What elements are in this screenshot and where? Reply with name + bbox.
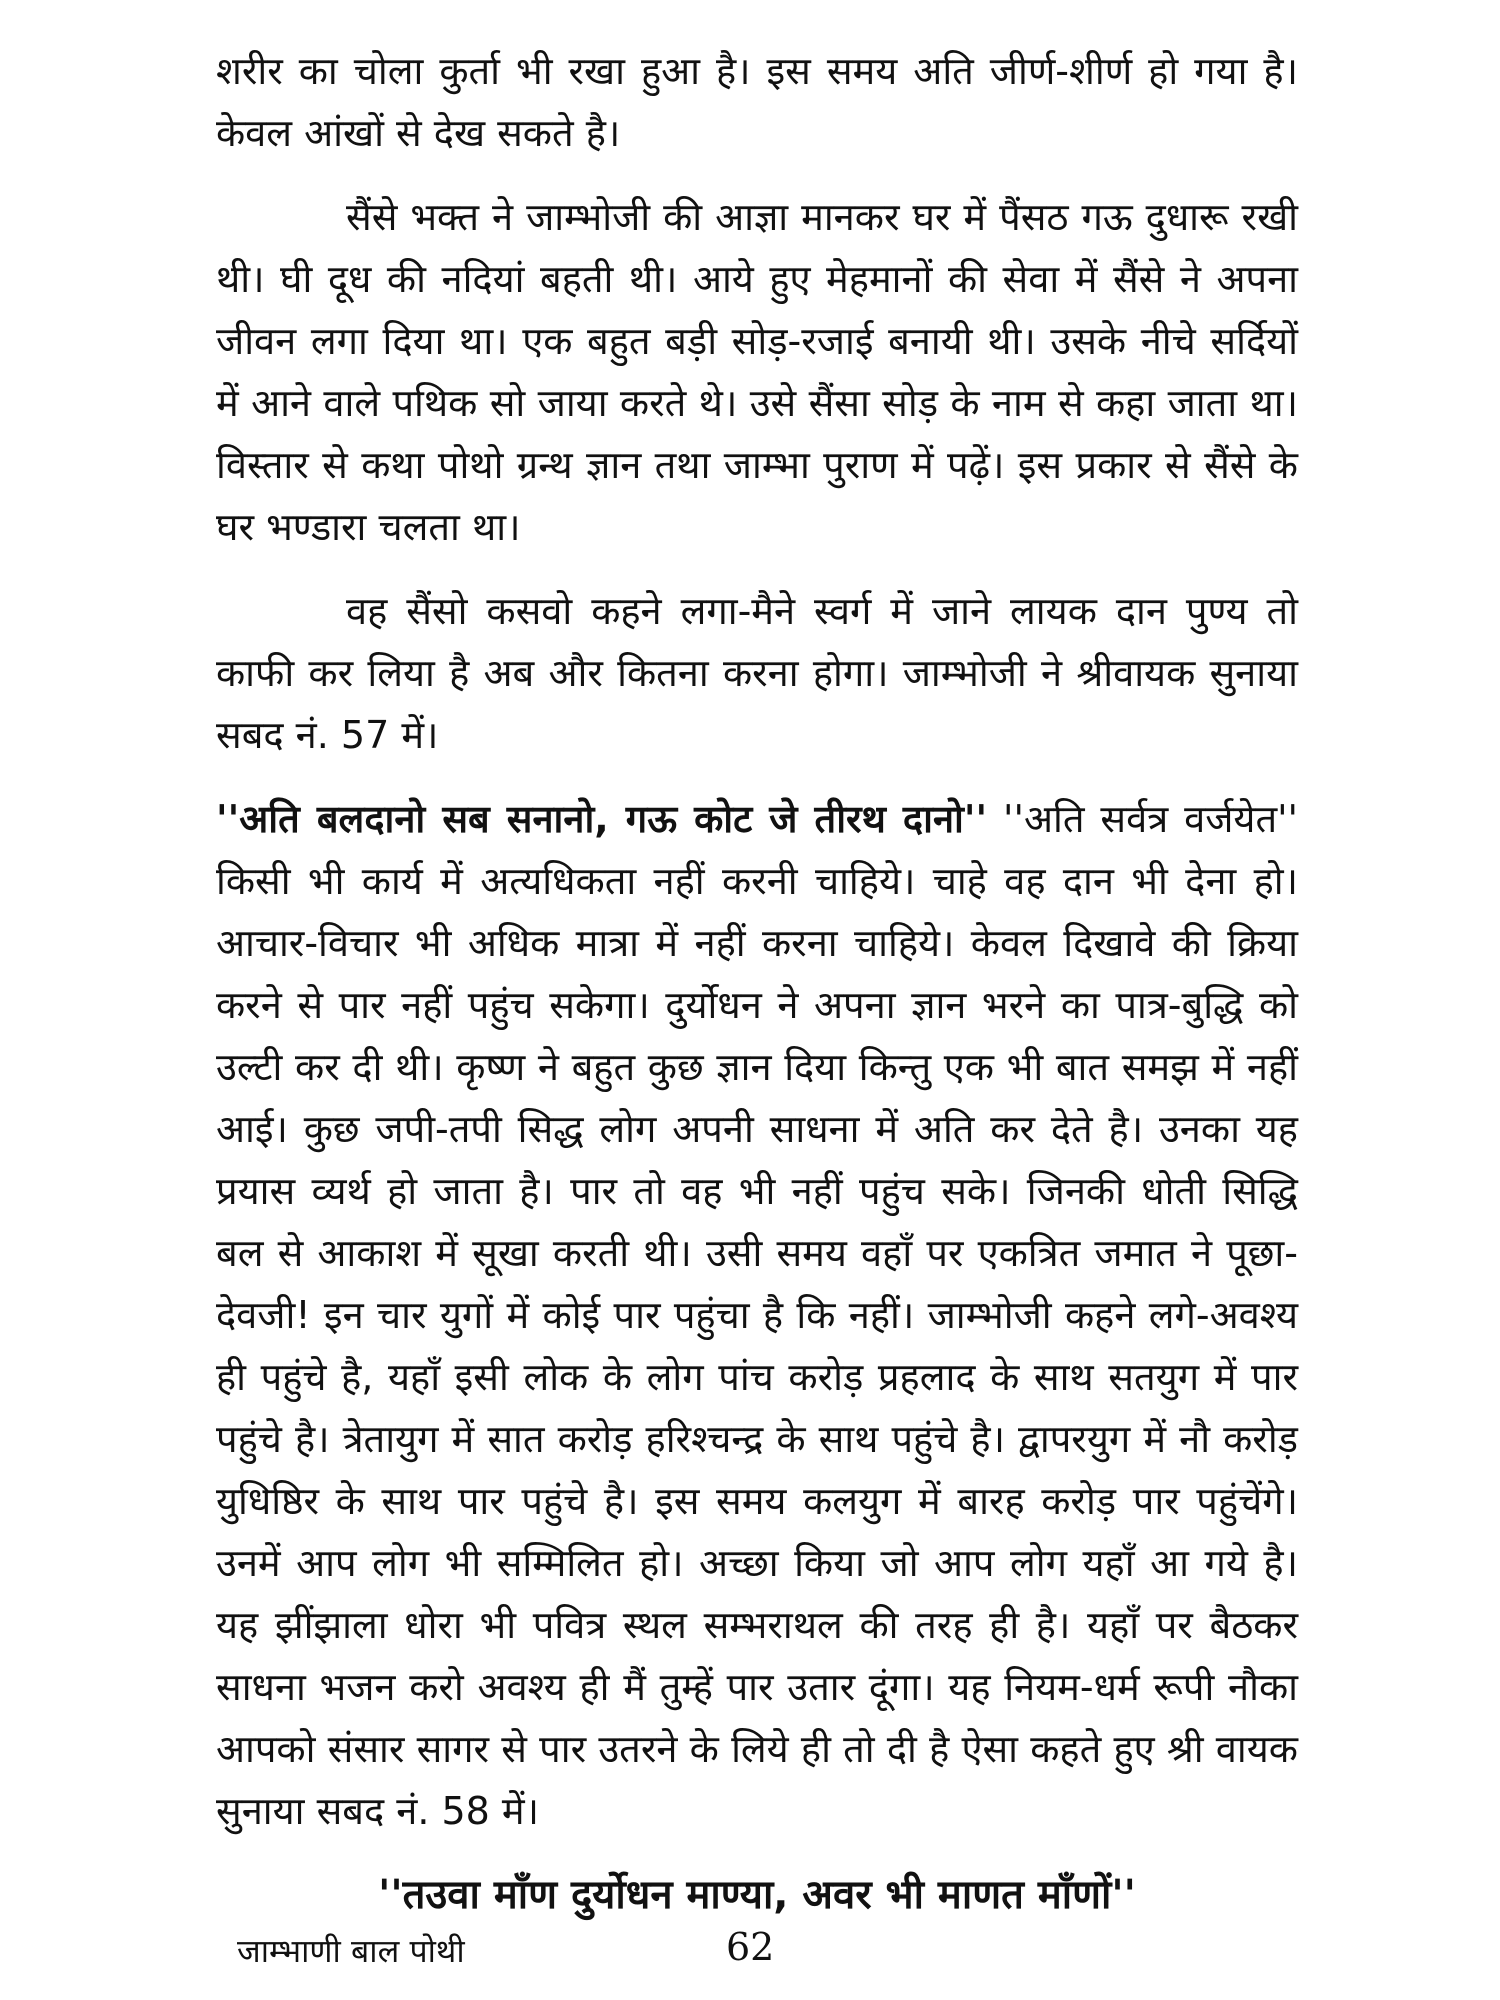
page-body — [216, 40, 1298, 1926]
verse-quote: ''तउवा माँण दुर्योधन माण्या, अवर भी माणत माँणों'' — [378, 1872, 1136, 1918]
paragraph-1: शरीर का चोला कुर्ता भी रखा हुआ है। इस समय अति जीर्ण-शीर्ण हो गया है। केवल आंखों से देख सकते है। — [216, 49, 1298, 155]
page-footer — [0, 1925, 1500, 1985]
paragraph-4-quote: ''अति बलदानो सब सनानो, गऊ कोट जे तीरथ दानो'' — [216, 797, 988, 841]
paragraph-4 — [216, 788, 1298, 1842]
paragraph-2: सैंसे भक्त ने जाम्भोजी की आज्ञा मानकर घर में पैंसठ गऊ दुधारू रखी थी। घी दूध की नदियां बहती थी। आये हुए मेहमानों की सेवा में सैंसे ने अपना जीवन लगा दिया था। एक बहुत बड़ी सोड़-रजाई बनायी थी। उसके नीचे सर्दियों में आने वाले पथिक सो जाया करते थे। उसे सैंसा सोड़ के नाम से कहा जाता था। विस्तार से कथा पोथो ग्रन्थ ज्ञान तथा जाम्भा पुराण में पढ़ें। इस प्रकार से सैंसे के घर भण्डारा चलता था। — [216, 195, 1298, 549]
footer-book-title: जाम्भाणी बाल पोथी — [237, 1932, 465, 1970]
page-number: 62 — [726, 1925, 775, 1969]
paragraph-3: वह सैंसो कसवो कहने लगा-मैने स्वर्ग में जाने लायक दान पुण्य तो काफी कर लिया है अब और कितना करना होगा। जाम्भोजी ने श्रीवायक सुनाया सबद नं. 57 में। — [216, 589, 1298, 757]
paragraph-4-text: ''अति सर्वत्र वर्जयेत'' किसी भी कार्य में अत्यधिकता नहीं करनी चाहिये। चाहे वह दान भी देना हो। आचार-विचार भी अधिक मात्रा में नहीं करना चाहिये। केवल दिखावे की क्रिया करने से पार नहीं पहुंच सकेगा। दुर्योधन ने अपना ज्ञान भरने का पात्र-बुद्धि को उल्टी कर दी थी। कृष्ण ने बहुत कुछ ज्ञान दिया किन्तु एक भी बात समझ में नहीं आई। कुछ जपी-तपी सिद्ध लोग अपनी साधना में अति कर देते है। उनका यह प्रयास व्यर्थ हो जाता है। पार तो वह भी नहीं पहुंच सके। जिनकी धोती सिद्धि बल से आकाश में सूखा करती थी। उसी समय वहाँ पर एकत्रित जमात ने पूछा-देवजी! इन चार युगों में कोई पार पहुंचा है कि नहीं। जाम्भोजी कहने लगे-अवश्य ही पहुंचे है, यहाँ इसी लोक के लोग पांच करोड़ प्रहलाद के साथ सतयुग में पार पहुंचे है। त्रेतायुग में सात करोड़ हरिश्चन्द्र के साथ पहुंचे है। द्वापरयुग में नौ करोड़ युधिष्ठिर के साथ पार पहुंचे है। इस समय कलयुग में बारह करोड़ पार पहुंचेंगे। उनमें आप लोग भी सम्मिलित हो। अच्छा किया जो आप लोग यहाँ आ गये है। यह झींझाला धोरा भी पवित्र स्थल सम्भराथल की तरह ही है। यहाँ पर बैठकर साधना भजन करो अवश्य ही मैं तुम्हें पार उतार दूंगा। यह नियम-धर्म रूपी नौका आपको संसार सागर से पार उतरने के लिये ही तो दी है ऐसा कहते हुए श्री वायक सुनाया सबद नं. 58 में। — [216, 797, 1298, 1833]
